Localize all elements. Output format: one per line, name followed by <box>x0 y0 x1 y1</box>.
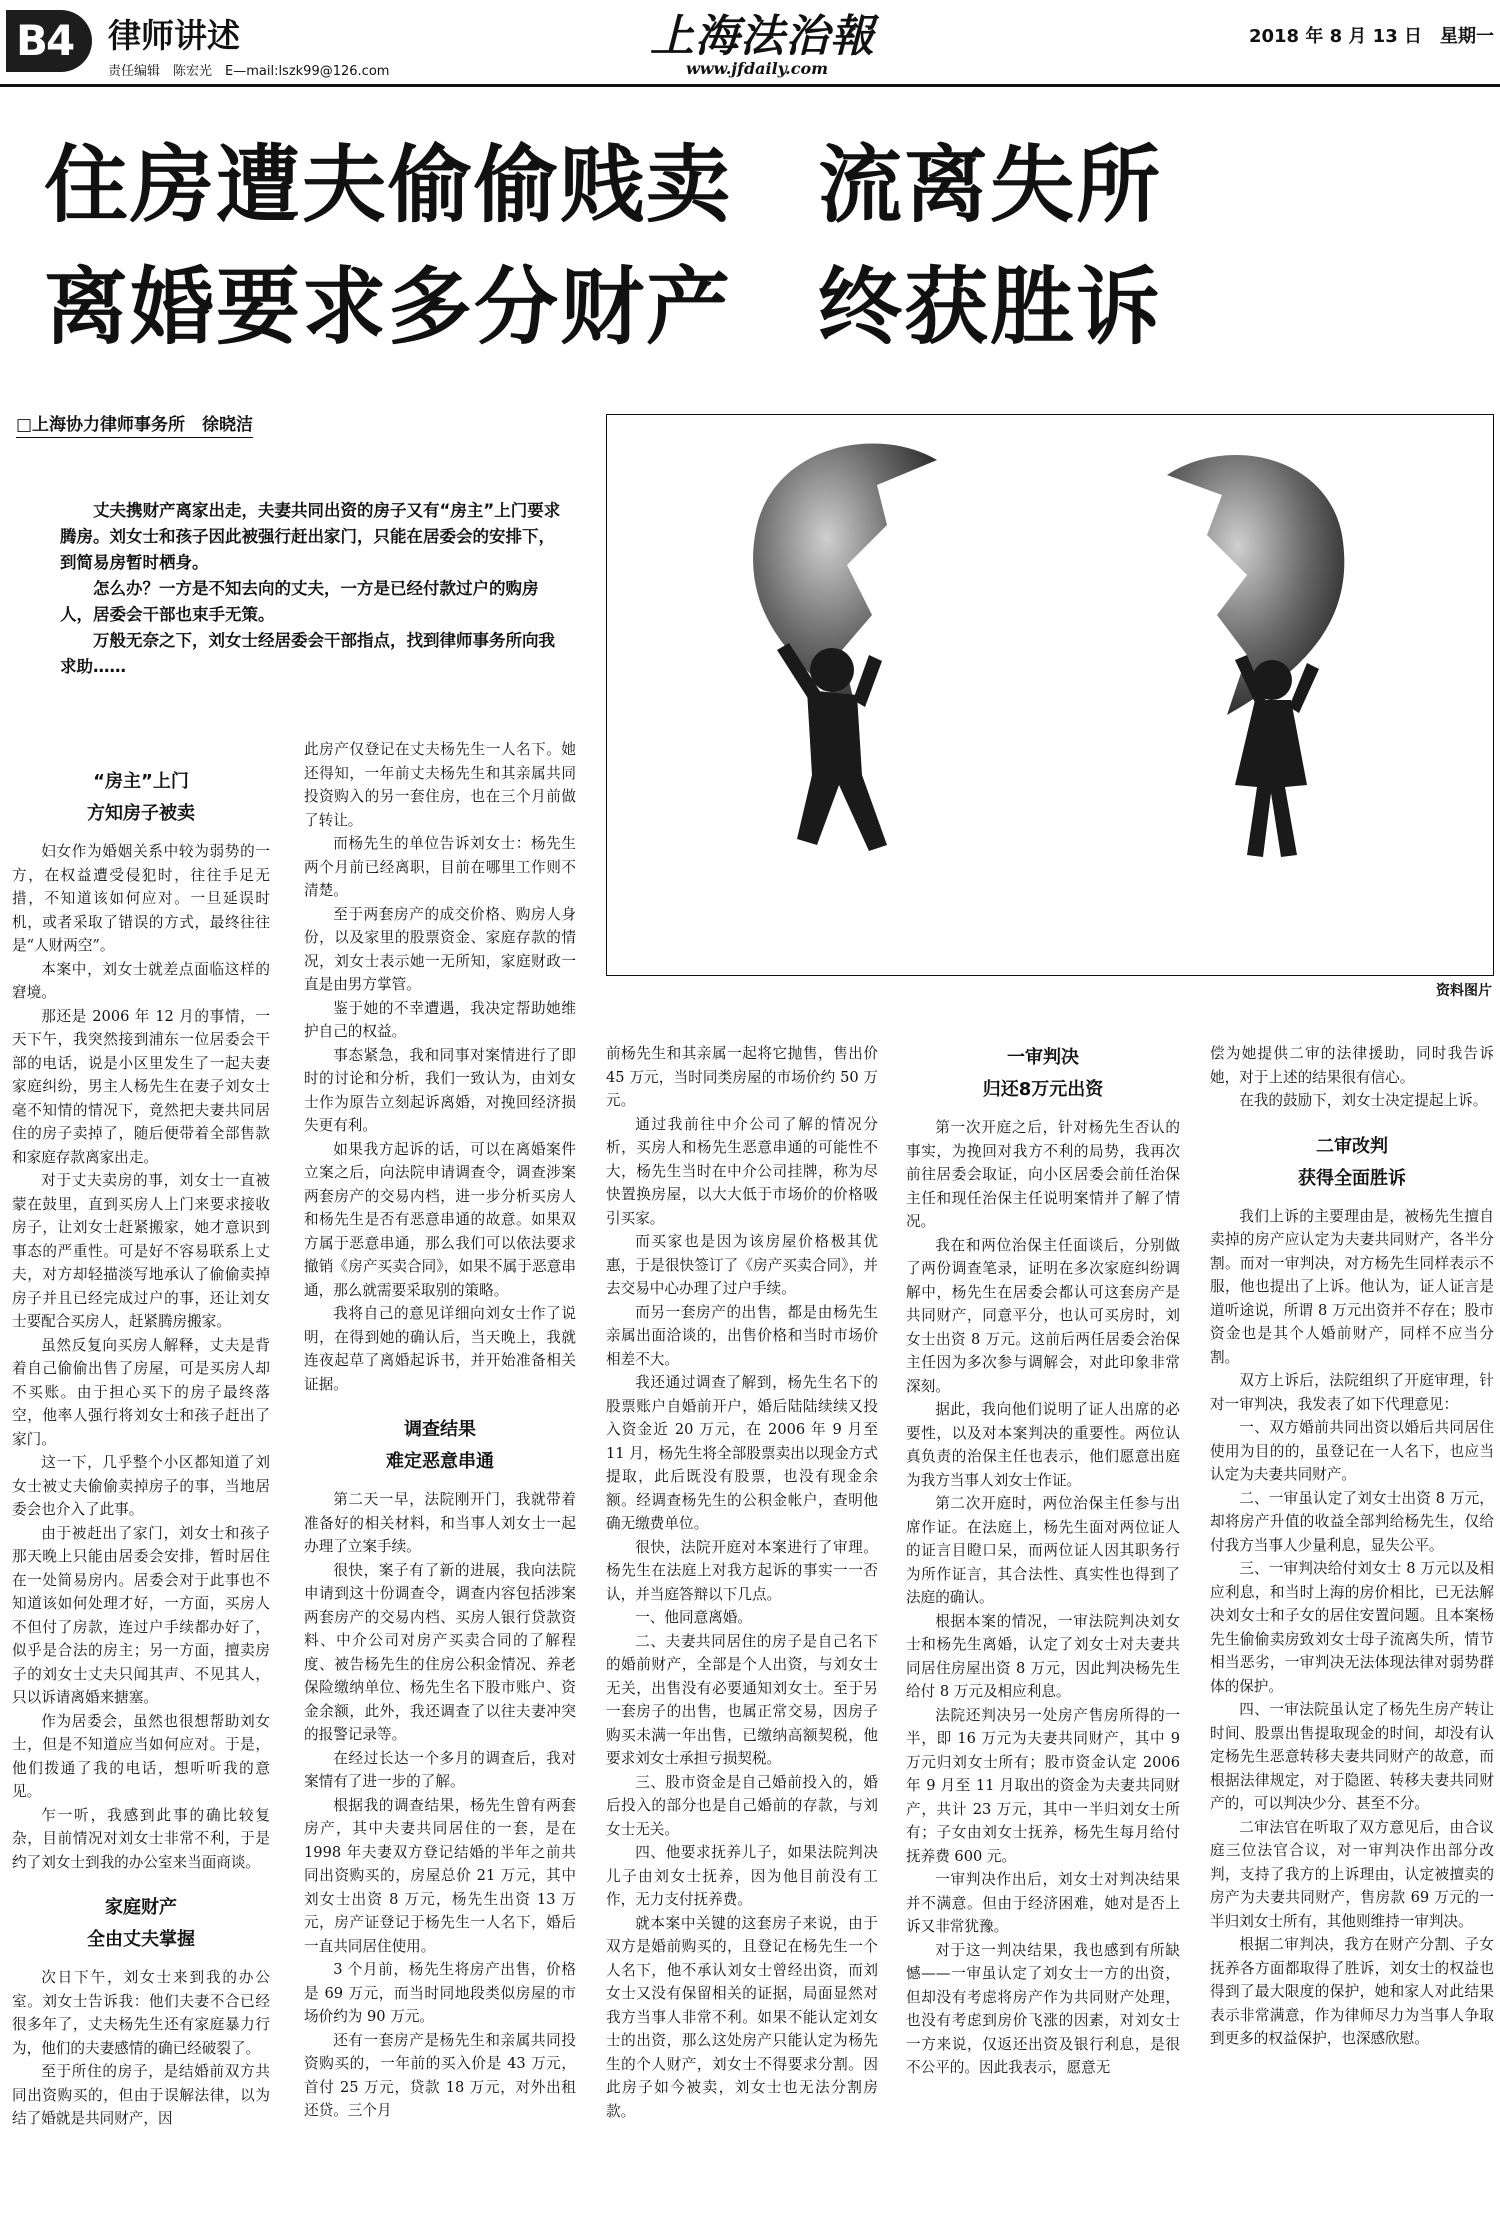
broken-heart-couple-image <box>606 414 1494 976</box>
article-column-2 <box>304 738 576 2227</box>
paragraph: 虽然反复向买房人解释，丈夫是背着自己偷偷出售了房屋，可是买房人却不买账。由于担心买下的房子最终落空，他率人强行将刘女士和孩子赶出了家门。 <box>12 1336 270 1448</box>
paragraph: 事态紧急，我和同事对案情进行了即时的讨论和分析，我们一致认为，由刘女士作为原告立刻起诉离婚，对挽回经济损失更有利。 <box>304 1046 576 1134</box>
editor-line: 责任编辑 陈宏光 E—mail:lszk99@126.com <box>108 64 390 79</box>
paragraph: 鉴于她的不幸遭遇，我决定帮助她维护自己的权益。 <box>304 999 576 1040</box>
subheading-line: 家庭财产 <box>105 1897 177 1918</box>
paragraph: 在我的鼓励下，刘女士决定提起上诉。 <box>1239 1092 1488 1109</box>
paragraph: 三、一审判决给付刘女士 8 万元以及相应利息，和当时上海的房价相比，已无法解决刘女士和子女的居住安置问题。且本案杨先生偷偷卖房致刘女士母子流离失所，情节相当恶劣，一审判决无法体现法律对弱势群体的保护。 <box>1210 1560 1494 1695</box>
paragraph: 二审法官在听取了双方意见后，由合议庭三位法官合议，对一审判决作出部分改判，支持了我方的上诉理由，认定被擅卖的房产为夫妻共同财产，售房款 69 万元的一半归刘女士所有，其他则维持一审判决。 <box>1210 1818 1494 1930</box>
paragraph: 而另一套房产的出售，都是由杨先生亲属出面洽谈的，出售价格和当时市场价相差不大。 <box>606 1303 878 1368</box>
page-header <box>0 0 1500 92</box>
subheading <box>1210 1131 1494 1195</box>
paragraph: 前杨先生和其亲属一起将它抛售，售出价 45 万元，当时同类房屋的市场价约 50 万元。 <box>606 1045 878 1109</box>
paragraph: 3 个月前，杨先生将房产出售，价格是 69 万元，而当时同地段类似房屋的市场价约为 90 万元。 <box>304 1961 576 2025</box>
paragraph: 我在和两位治保主任面谈后，分别做了两份调查笔录，证明在多次家庭纠纷调解中，杨先生在居委会都认可这套房产是共同财产，同意平分，也认可买房时，刘女士出资 8 万元。这前后两任居委会治保主任因为多次参与调解会，对此印象非常深刻。 <box>906 1236 1180 1395</box>
paragraph: 我们上诉的主要理由是，被杨先生擅自卖掉的房产应认定为夫妻共同财产，各半分割。而对一审判决，对方杨先生同样表示不服，他也提出了上诉。他认为，证人证言是道听途说，所谓 8 万元出资并不存在；股市资金也是其个人婚前财产，同样不应当分割。 <box>1210 1207 1494 1366</box>
paragraph: 一、他同意离婚。 <box>635 1609 752 1626</box>
section-title: 律师讲述 <box>108 16 240 55</box>
paragraph: 二、夫妻共同居住的房子是自己名下的婚前财产，全部是个人出资，与刘女士无关，出售没有必要通知刘女士。至于另一套房子的出售，也属正常交易，因房子购买未满一年出售，已缴纳高额契税，他要求刘女士承担亏损契税。 <box>606 1632 878 1767</box>
paragraph: 第一次开庭之后，针对杨先生否认的事实，为挽回对我方不利的局势，我再次前往居委会取证，向小区居委会前任治保主任和现任治保主任说明案情并了解了情况。 <box>906 1119 1180 1230</box>
paragraph: 四、他要求抚养儿子，如果法院判决儿子由刘女士抚养，因为他目前没有工作，无力支付抚养费。 <box>606 1844 878 1908</box>
website-link[interactable]: www.jfdaily.com <box>686 59 829 78</box>
paragraph: 我将自己的意见详细向刘女士作了说明，在得到她的确认后，当天晚上，我就连夜起草了离婚起诉书，并开始准备相关证据。 <box>304 1305 576 1393</box>
paragraph: 偿为她提供二审的法律援助，同时我告诉她，对于上述的结果很有信心。 <box>1210 1045 1494 1086</box>
subheading-line: 调查结果 <box>404 1419 476 1440</box>
paragraph: 那还是 2006 年 12 月的事情，一天下午，我突然接到浦东一位居委会干部的电话，说是小区里发生了一起夫妻家庭纠纷，男主人杨先生在妻子刘女士毫不知情的情况下，竟然把夫妻共同居住的房子卖掉了，随后便带着全部售款和家庭存款离家出走。 <box>12 1007 270 1166</box>
deck-paragraph: 怎么办？一方是不知去向的丈夫，一方是已经付款过户的购房人，居委会干部也束手无策。 <box>60 579 539 624</box>
paragraph: 此房产仅登记在丈夫杨先生一人名下。她还得知，一年前丈夫杨先生和其亲属共同投资购入的另一套住房，也在三个月前做了转让。 <box>304 741 576 829</box>
paragraph: 这一下，几乎整个小区都知道了刘女士被丈夫偷偷卖掉房子的事，当地居委会也介入了此事。 <box>12 1454 270 1518</box>
article-column-3 <box>606 1042 878 2227</box>
issue-date: 2018 年 8 月 13 日 星期一 <box>1248 26 1494 47</box>
paragraph: 法院还判决另一处房产售房所得的一半，即 16 万元为夫妻共同财产，其中 9 万元归刘女士所有；股市资金认定 2006 年 9 月至 11 月取出的资金为夫妻共同财产，共计 23 万元，其中一半归刘女士所有；子女由刘女士抚养，杨先生每月给付抚养费 600 元。 <box>906 1706 1180 1865</box>
paragraph: 二、一审虽认定了刘女士出资 8 万元，却将房产升值的收益全部判给杨先生，仅给付我方当事人少量利息，显失公平。 <box>1210 1489 1494 1554</box>
paragraph: 本案中，刘女士就差点面临这样的窘境。 <box>12 960 270 1001</box>
subheading-line: 二审改判 <box>1316 1135 1388 1157</box>
paragraph: 四、一审法院虽认定了杨先生房产转让时间、股票出售提取现金的时间，却没有认定杨先生恶意转移夫妻共同财产的故意，而根据法律规定，对于隐匿、转移夫妻共同财产的，可以判决少分、甚至不分。 <box>1210 1701 1494 1812</box>
paragraph: 对于丈夫卖房的事，刘女士一直被蒙在鼓里，直到买房人上门来要求接收房子，让刘女士赶紧搬家，她才意识到事态的严重性。可是好不容易联系上丈夫，对方却轻描淡写地承认了偷偷卖掉房子并且已经完成过户的事，还让刘女士要配合买房人，赶紧腾房搬家。 <box>12 1172 270 1330</box>
paragraph: 通过我前往中介公司了解的情况分析，买房人和杨先生恶意串通的可能性不大，杨先生当时在中介公司挂牌，称为尽快置换房屋，以大大低于市场价的价格吸引买家。 <box>606 1115 878 1227</box>
paragraph: 次日下午，刘女士来到我的办公室。刘女士告诉我：他们夫妻不合已经很多年了，丈夫杨先生还有家庭暴力行为，他们的夫妻感情的确已经破裂了。 <box>12 1969 270 2057</box>
newspaper-masthead: 上海法治報 <box>650 11 875 62</box>
paragraph: 作为居委会，虽然也很想帮助刘女士，但是不知道应当如何应对。于是，他们拨通了我的电话，想听听我的意见。 <box>12 1712 270 1800</box>
header-rule <box>0 84 1500 87</box>
subheading <box>12 1892 270 1956</box>
subheading <box>906 1042 1180 1106</box>
paragraph: 由于被赶出了家门，刘女士和孩子那天晚上只能由居委会安排，暂时居住在一处简易房内。居委会对于此事也不知道该如何处理才好，一方面，买房人不但付了房款，连过户手续都办好了，似乎是合法的房主；另一方面，擅卖房子的刘女士丈夫只闻其声、不见其人，只以诉请离婚来搪塞。 <box>12 1524 270 1706</box>
article-deck <box>60 498 562 680</box>
paragraph: 根据本案的情况，一审法院判决刘女士和杨先生离婚，认定了刘女士对夫妻共同居住房屋出资 8 万元，因此判决杨先生给付 8 万元及相应利息。 <box>906 1612 1180 1700</box>
broken-heart-illustration <box>607 415 1493 975</box>
deck-paragraph: 丈夫携财产离家出走，夫妻共同出资的房子又有“房主”上门要求腾房。刘女士和孩子因此被强行赶出家门，只能在居委会的安排下，到简易房暂时栖身。 <box>60 501 561 572</box>
paragraph: 妇女作为婚姻关系中较为弱势的一方，在权益遭受侵犯时，往往手足无措，不知道该如何应对。一旦延误时机，或者采取了错误的方式，最终往往是“人财两空”。 <box>12 843 270 954</box>
paragraph: 而买家也是因为该房屋价格极其优惠，于是很快签订了《房产买卖合同》，并去交易中心办理了过户手续。 <box>606 1233 878 1297</box>
paragraph: 在经过长达一个多月的调查后，我对案情有了进一步的了解。 <box>304 1749 576 1790</box>
paragraph: 一、双方婚前共同出资以婚后共同居住使用为目的的，虽登记在一人名下，也应当认定为夫妻共同财产。 <box>1210 1419 1494 1483</box>
paragraph: 如果我方起诉的话，可以在离婚案件立案之后，向法院申请调查令，调查涉案两套房产的交易内档，进一步分析买房人和杨先生是否有恶意串通的故意。如果双方属于恶意串通，那么我们可以依法要求撤销《房产买卖合同》，如果不属于恶意串通，那么就需要采取别的策略。 <box>304 1140 576 1299</box>
byline: □上海协力律师事务所 徐晓洁 <box>16 410 253 438</box>
article-column-1 <box>12 748 270 2227</box>
paragraph: 一审判决作出后，刘女士对判决结果并不满意。但由于经济困难，她对是否上诉又非常犹豫。 <box>906 1871 1180 1935</box>
paragraph: 我还通过调查了解到，杨先生名下的股票账户自婚前开户，婚后陆陆续续又投入资金近 20 万元，在 2006 年 9 月至 11 月，杨先生将全部股票卖出以现金方式提取，此后既没有股票，也没有现金余额。经调查杨先生的公积金帐户，查明他确无缴费单位。 <box>606 1374 878 1532</box>
subheading <box>304 1414 576 1478</box>
paragraph: 很快，法院开庭对本案进行了审理。杨先生在法庭上对我方起诉的事实一一否认，并当庭答辩以下几点。 <box>606 1538 878 1603</box>
subheading-line: 全由丈夫掌握 <box>87 1929 195 1950</box>
subheading-line: 归还8万元出资 <box>982 1079 1104 1100</box>
paragraph: 而杨先生的单位告诉刘女士：杨先生两个月前已经离职，目前在哪里工作则不清楚。 <box>304 835 576 899</box>
paragraph: 乍一听，我感到此事的确比较复杂，目前情况对刘女士非常不利，于是约了刘女士到我的办公室来当面商谈。 <box>12 1806 270 1871</box>
paragraph: 根据我的调查结果，杨先生曾有两套房产，其中夫妻共同居住的一套，是在 1998 年夫妻双方登记结婚的半年之前共同出资购买的，房屋总价 21 万元，其中刘女士出资 8 万元，杨先生出资 13 万元，房产证登记于杨先生一人名下，婚后一直共同居住使用。 <box>304 1796 576 1955</box>
paragraph: 第二天一早，法院刚开门，我就带着准备好的相关材料，和当事人刘女士一起办理了立案手续。 <box>304 1491 576 1555</box>
paragraph: 据此，我向他们说明了证人出席的必要性，以及对本案判决的重要性。两位认真负责的治保主任也表示，他们愿意出庭为我方当事人刘女士作证。 <box>906 1401 1180 1489</box>
subheading-line: 方知房子被卖 <box>87 803 195 824</box>
page-number-badge: B4 <box>6 10 92 72</box>
photo-caption: 资料图片 <box>1436 983 1492 999</box>
paragraph: 第二次开庭时，两位治保主任参与出席作证。在法庭上，杨先生面对两位证人的证言目瞪口呆，而两位证人因其职务行为所作证言，其合法性、真实性也得到了法庭的确认。 <box>906 1495 1180 1606</box>
paragraph: 就本案中关键的这套房子来说，由于双方是婚前购买的，且登记在杨先生一个人名下，他不承认刘女士曾经出资，而刘女士又没有保留相关的证据，局面显然对我方当事人非常不利。如果不能认定刘女士的出资，那么这处房产只能认定为杨先生的个人财产，刘女士不得要求分割。因此房子如今被卖，刘女士也无法分割房款。 <box>606 1914 878 2120</box>
paragraph: 对于这一判决结果，我也感到有所缺憾——一审虽认定了刘女士一方的出资，但却没有考虑将房产作为共同财产处理，也没有考虑到房价飞涨的因素，对刘女士一方来说，仅返还出资及银行利息，是很不公平的。因此我表示，愿意无 <box>906 1941 1180 2076</box>
man-silhouette <box>777 643 887 851</box>
paragraph: 双方上诉后，法院组织了开庭审理，针对一审判决，我发表了如下代理意见： <box>1210 1372 1494 1413</box>
paragraph: 还有一套房产是杨先生和亲属共同投资购买的，一年前的买入价是 43 万元，首付 25 万元，贷款 18 万元，对外出租还贷。三个月 <box>304 2031 576 2119</box>
article-column-4 <box>906 1042 1180 2227</box>
deck-paragraph: 万般无奈之下，刘女士经居委会干部指点，找到律师事务所向我求助…… <box>60 631 555 676</box>
paragraph: 三、股市资金是自己婚前投入的，婚后投入的部分也是自己婚前的存款，与刘女士无关。 <box>606 1773 878 1838</box>
headline <box>44 124 1484 368</box>
subheading <box>12 766 270 830</box>
headline-line-1: 住房遭夫偷偷贱卖 流离失所 <box>44 136 1163 234</box>
headline-line-2: 离婚要求多分财产 终获胜诉 <box>44 258 1163 356</box>
subheading-line: 一审判决 <box>1007 1047 1079 1068</box>
paragraph: 很快，案子有了新的进展，我向法院申请到这十份调查令，调查内容包括涉案两套房产的交易内档、买房人银行贷款资料、中介公司对房产买卖合同的了解程度、被告杨先生的住房公积金情况、养老保险缴纳单位、杨先生名下股市账户、资金余额，此外，我还调查了以往夫妻冲突的报警记录等。 <box>304 1561 576 1743</box>
subheading-line: 难定恶意串通 <box>386 1451 494 1472</box>
paragraph: 至于两套房产的成交价格、购房人身份，以及家里的股票资金、家庭存款的情况，刘女士表示她一无所知，家庭财政一直是由男方掌管。 <box>304 905 576 993</box>
article-column-5 <box>1210 1042 1494 2227</box>
paragraph: 至于所住的房子，是结婚前双方共同出资购买的，但由于误解法律，以为结了婚就是共同财产，因 <box>12 2063 270 2127</box>
paragraph: 根据二审判决，我方在财产分割、子女抚养各方面都取得了胜诉，刘女士的权益也得到了最大限度的保护，她和家人对此结果表示非常满意，作为律师尽力为当事人争取到更多的权益保护，也深感欣慰。 <box>1210 1936 1494 2047</box>
woman-silhouette <box>1235 655 1319 857</box>
subheading-line: “房主”上门 <box>93 771 189 792</box>
subheading-line: 获得全面胜诉 <box>1298 1167 1406 1189</box>
